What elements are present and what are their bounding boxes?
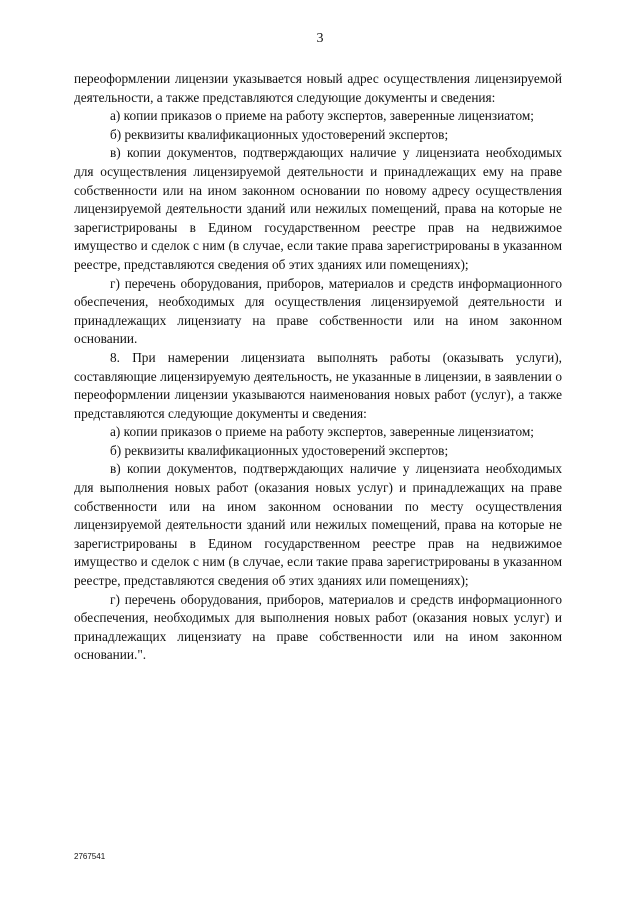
paragraph-item-v: в) копии документов, подтверждающих наличие у лицензиата необходимых для выполнения новых работ (оказания новых услуг) и принадлежащих на праве собственности или на ином законном основании по месту осуществления лицензируемой деятельности зданий или нежилых помещений, права на которые не зарегистрированы в Едином государственном реестре прав на недвижимое имущество и сделок с ним (в случае, если такие права зарегистрированы в указанном реестре, представляются сведения об этих зданиях или помещениях); xyxy=(74,461,562,589)
document-body xyxy=(74,70,562,665)
paragraph-item-g: г) перечень оборудования, приборов, материалов и средств информационного обеспечения, необходимых для осуществления лицензируемой деятельности и принадлежащих лицензиату на праве собственности или на ином законном основании. xyxy=(74,275,562,347)
document-code: 2767541 xyxy=(74,852,106,861)
paragraph-item-a: а) копии приказов о приеме на работу экспертов, заверенные лицензиатом; xyxy=(110,108,534,124)
paragraph-item-a: а) копии приказов о приеме на работу экспертов, заверенные лицензиатом; xyxy=(110,424,534,440)
page-number: 3 xyxy=(316,31,324,46)
paragraph-intro: переоформлении лицензии указывается новый адрес осуществления лицензируемой деятельности, а также представляются следующие документы и сведения: xyxy=(74,71,562,105)
paragraph-clause-8: 8. При намерении лицензиата выполнять работы (оказывать услуги), составляющие лицензируемую деятельность, не указанные в лицензии, в заявлении о переоформлении лицензии указываются наименования новых работ (услуг), а также представляются следующие документы и сведения: xyxy=(74,349,562,421)
paragraph-item-g: г) перечень оборудования, приборов, материалов и средств информационного обеспечения, необходимых для выполнения новых работ (оказания новых услуг) и принадлежащих лицензиату на праве собственности или на ином законном основании.". xyxy=(74,591,562,663)
paragraph-item-b: б) реквизиты квалификационных удостоверений экспертов; xyxy=(110,442,449,458)
paragraph-item-b: б) реквизиты квалификационных удостоверений экспертов; xyxy=(110,126,449,142)
paragraph-item-v: в) копии документов, подтверждающих наличие у лицензиата необходимых для осуществления лицензируемой деятельности и принадлежащих ему на праве собственности или на ином законном основании по новому адресу осуществления лицензируемой деятельности зданий или нежилых помещений, права на которые не зарегистрированы в Едином государственном реестре прав на недвижимое имущество и сделок с ним (в случае, если такие права зарегистрированы в указанном реестре, представляются сведения об этих зданиях или помещениях); xyxy=(74,145,562,272)
